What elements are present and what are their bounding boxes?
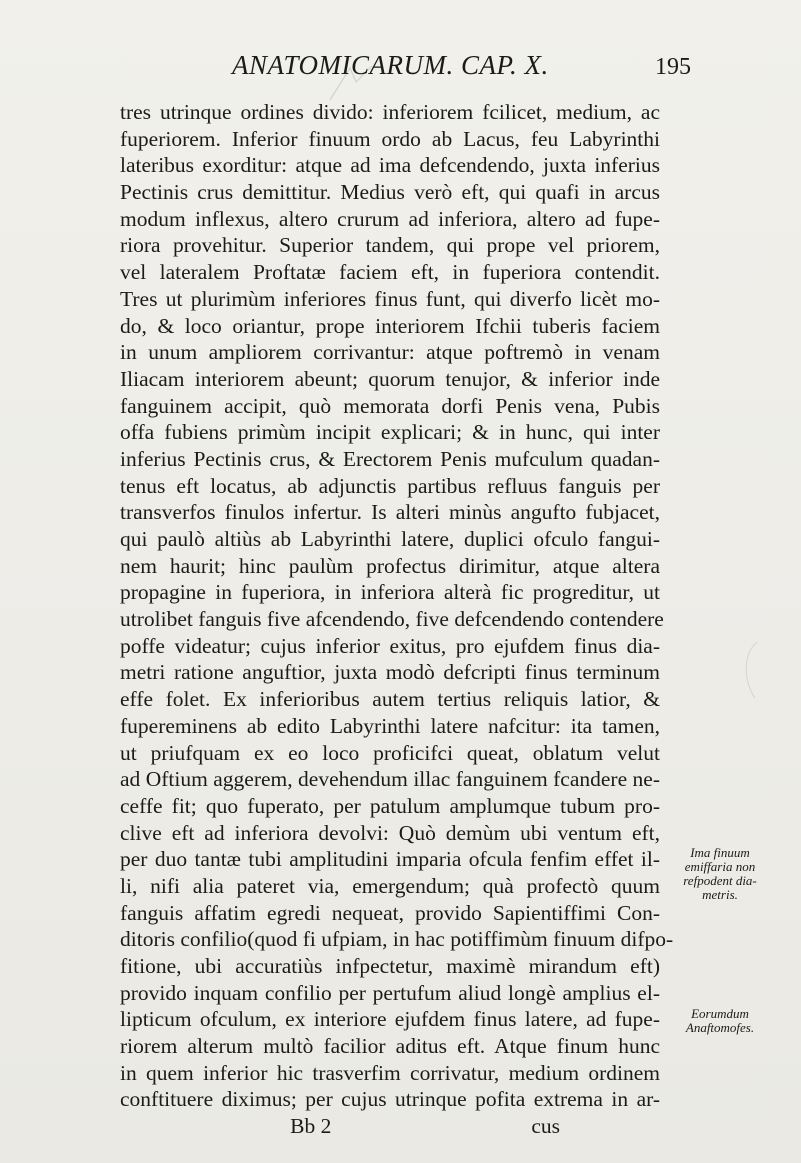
text-line: poffe videatur; cujus inferior exitus, pro ejufdem finus dia- [120,633,660,658]
text-line: li, nifi alia pateret via, emergendum; quà profectò quum [120,873,660,898]
text-line: transverfos finulos infertur. Is alteri minùs angufto fubjacet, [120,500,660,525]
text-line: per duo tantæ tubi amplitudini imparia ofcula fenfim effet il- [120,847,660,872]
text-line: Iliacam interiorem abeunt; quorum tenujor, & inferior inde [120,366,660,391]
text-line: offa fubiens primùm incipit explicari; & in hunc, qui inter [120,420,660,445]
text-line: Tres ut plurimùm inferiores finus funt, qui diverfo licèt mo- [120,286,660,311]
page-number: 195 [655,54,691,80]
text-line: ad Oftium aggerem, devehendum illac fanguinem fcandere ne- [120,767,660,792]
text-line: fuperiorem. Inferior finuum ordo ab Lacus, feu Labyrinthi [120,126,660,151]
paper-crease-mark [737,640,761,700]
text-line: conftituere diximus; per cujus utrinque pofita extrema in ar- [120,1087,660,1112]
text-line: ceffe fit; quo fuperato, per patulum amplumque tubum pro- [120,793,660,818]
text-line: do, & loco oriantur, prope interiorem Ifchii tuberis faciem [120,313,660,338]
text-line: modum inflexus, altero crurum ad inferiora, altero ad fupe- [120,206,660,231]
text-line: vel lateralem Proftatæ faciem eft, in fuperiora contendit. [120,260,660,285]
text-line: tenus eft locatus, ab adjunctis partibus refluus fanguis per [120,473,660,498]
margin-note-line: metris. [702,887,738,902]
margin-note-line: emiffaria non [684,859,756,874]
text-line: metri ratione anguftior, juxta modò defcripti finus terminum [120,660,660,685]
margin-note [679,1007,761,1035]
margin-note-line: Eorumdum [691,1006,749,1021]
text-line: provido inquam confilio per pertufum aliud longè amplius el- [120,980,660,1005]
running-title: ANATOMICARUM. CAP. X. [232,50,549,80]
text-line: lateribus exorditur: atque ad ima defcendendo, juxta inferius [120,153,660,178]
text-line: fitione, ubi accuratiùs infpectetur, maximè mirandum eft) [120,954,660,978]
text-line: ditoris confilio(quod fi ufpiam, in hac potiffimùm finuum difpo- [120,927,674,952]
text-line: in quem inferior hic trasverfim corrivatur, medium ordinem [120,1060,660,1085]
text-line: fanguinem accipit, quò memorata dorfi Penis vena, Pubis [120,393,660,418]
text-line: qui paulò altiùs ab Labyrinthi latere, duplici ofculo fangui- [120,527,660,551]
text-line: riorem alterum multò facilior aditus eft. Atque finum hunc [120,1034,660,1059]
text-line: fupereminens ab edito Labyrinthi latere nafcitur: ita tamen, [120,713,660,738]
body-text [120,99,674,1140]
margin-note [679,846,761,902]
margin-note-line: Ima finuum [690,845,750,860]
text-line: Pectinis crus demittitur. Medius verò eft, qui quafi in arcus [120,180,660,205]
signature-line [120,1113,660,1140]
margin-note-line: refpodent dia- [683,873,757,888]
running-head [0,50,801,86]
text-line: in unum ampliorem corrivantur: atque poftremò in venam [120,340,660,365]
catchword: cus [531,1114,560,1139]
text-line: propagine in fuperiora, in inferiora alterà fic progreditur, ut [120,580,660,605]
margin-note-line: Anaftomofes. [685,1020,755,1035]
text-line: effe folet. Ex inferioribus autem tertius reliquis latior, & [120,687,660,712]
signature-mark: Bb 2 [290,1114,332,1139]
text-line: nem haurit; hinc paulùm profectus dirimitur, atque altera [120,553,660,578]
text-line: riora provehitur. Superior tandem, qui prope vel priorem, [120,233,660,258]
text-line: utrolibet fanguis five afcendendo, five defcendendo contendere [120,607,664,632]
text-line: fanguis affatim egredi nequeat, provido Sapientiffimi Con- [120,900,660,925]
text-line: lipticum ofculum, ex interiore ejufdem finus latere, ad fupe- [120,1007,660,1032]
text-line: ut priufquam ex eo loco proficifci queat, oblatum velut [120,740,660,765]
text-line: inferius Pectinis crus, & Erectorem Penis mufculum quadan- [120,446,660,471]
text-line: tres utrinque ordines divido: inferiorem fcilicet, medium, ac [120,100,660,124]
text-line: clive eft ad inferiora devolvi: Quò demùm ubi ventum eft, [120,820,660,845]
